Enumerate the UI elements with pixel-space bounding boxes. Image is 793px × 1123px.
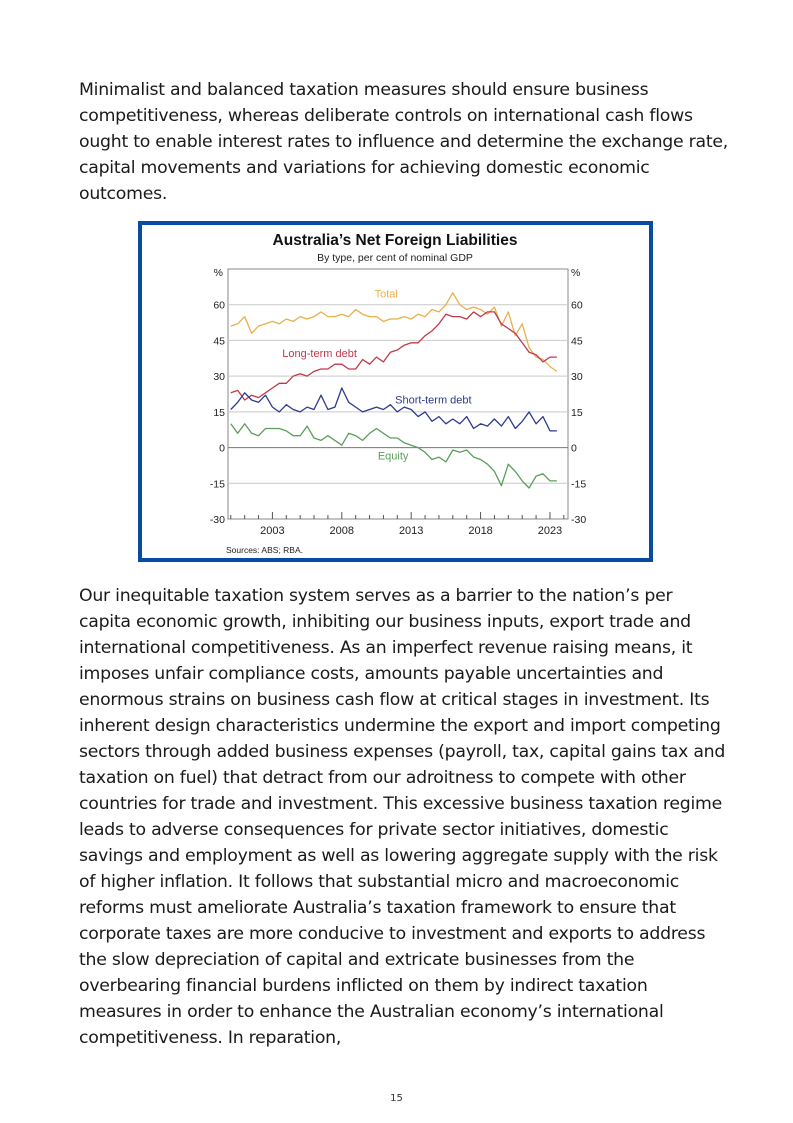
x-tick-label: 2008 (329, 525, 355, 537)
y-tick-label-left: -30 (209, 514, 225, 526)
y-axis-unit-right: % (571, 267, 581, 279)
chart-figure (138, 221, 653, 562)
series-label-short-term-debt: Short-term debt (395, 394, 472, 407)
y-tick-label-right: 30 (571, 371, 583, 384)
y-tick-label-right: -15 (571, 478, 587, 491)
paragraph-taxation: Our inequitable taxation system serves as a barrier to the nation’s per capita economic growth, inhibiting our business inputs, export trade and international competitiveness. As an imperfect revenue raising means, it imposes unfair compliance costs, amounts payable uncertainties and enormous strains on business cash flow at critical stages in investment. Its inherent design characteristics undermine the export and import competing sectors through added business expenses (payroll, tax, capital gains tax and taxation on fuel) that detract from our adroitness to compete with other countries for trade and investment. This excessive business taxation regime leads to adverse consequences for private sector initiatives, domestic savings and employment as well as lowering aggregate supply with the risk of higher inflation. It follows that substantial micro and macroeconomic reforms must ameliorate Australia’s taxation framework to ensure that corporate taxes are more conducive to investment and exports to address the slow depreciation of capital and extricate businesses from the overbearing financial burdens inflicted on them by indirect taxation measures in order to enhance the Australian economy’s international competitiveness. In reparation, (79, 586, 726, 1048)
y-tick-label-right: -30 (571, 514, 587, 526)
y-tick-label-right: 60 (571, 299, 583, 312)
x-tick-label: 2013 (398, 525, 424, 537)
y-tick-label-left: -15 (209, 478, 225, 491)
x-tick-label: 2023 (537, 525, 563, 537)
y-tick-label-right: 45 (571, 335, 583, 348)
y-tick-label-left: 15 (213, 406, 225, 419)
y-tick-label-right: 0 (571, 442, 577, 455)
chart-title: Australia’s Net Foreign Liabilities (272, 232, 518, 249)
series-label-long-term-debt: Long-term debt (282, 348, 357, 361)
series-line-short-term-debt (231, 388, 557, 431)
y-tick-label-left: 60 (213, 299, 225, 312)
x-tick-label: 2018 (468, 525, 493, 537)
x-tick-label: 2003 (260, 525, 285, 537)
y-tick-label-right: 15 (571, 406, 583, 419)
series-label-total: Total (374, 288, 398, 301)
chart-subtitle: By type, per cent of nominal GDP (317, 252, 473, 264)
y-axis-unit-left: % (213, 267, 223, 279)
page-number: 15 (390, 1093, 403, 1104)
chart-source: Sources: ABS; RBA. (226, 545, 304, 555)
net-foreign-liabilities-chart (142, 225, 649, 558)
paragraph-intro: Minimalist and balanced taxation measures should ensure business competitiveness, whereas deliberate controls on international cash flows ought to enable interest rates to influence and determine the exchange rate, capital movements and variations for achieving domestic economic outcomes. (79, 80, 728, 204)
y-tick-label-left: 0 (219, 442, 225, 455)
series-label-equity: Equity (377, 450, 409, 463)
series-line-long-term-debt (231, 312, 557, 400)
y-tick-label-left: 30 (213, 371, 225, 384)
y-tick-label-left: 45 (213, 335, 225, 348)
